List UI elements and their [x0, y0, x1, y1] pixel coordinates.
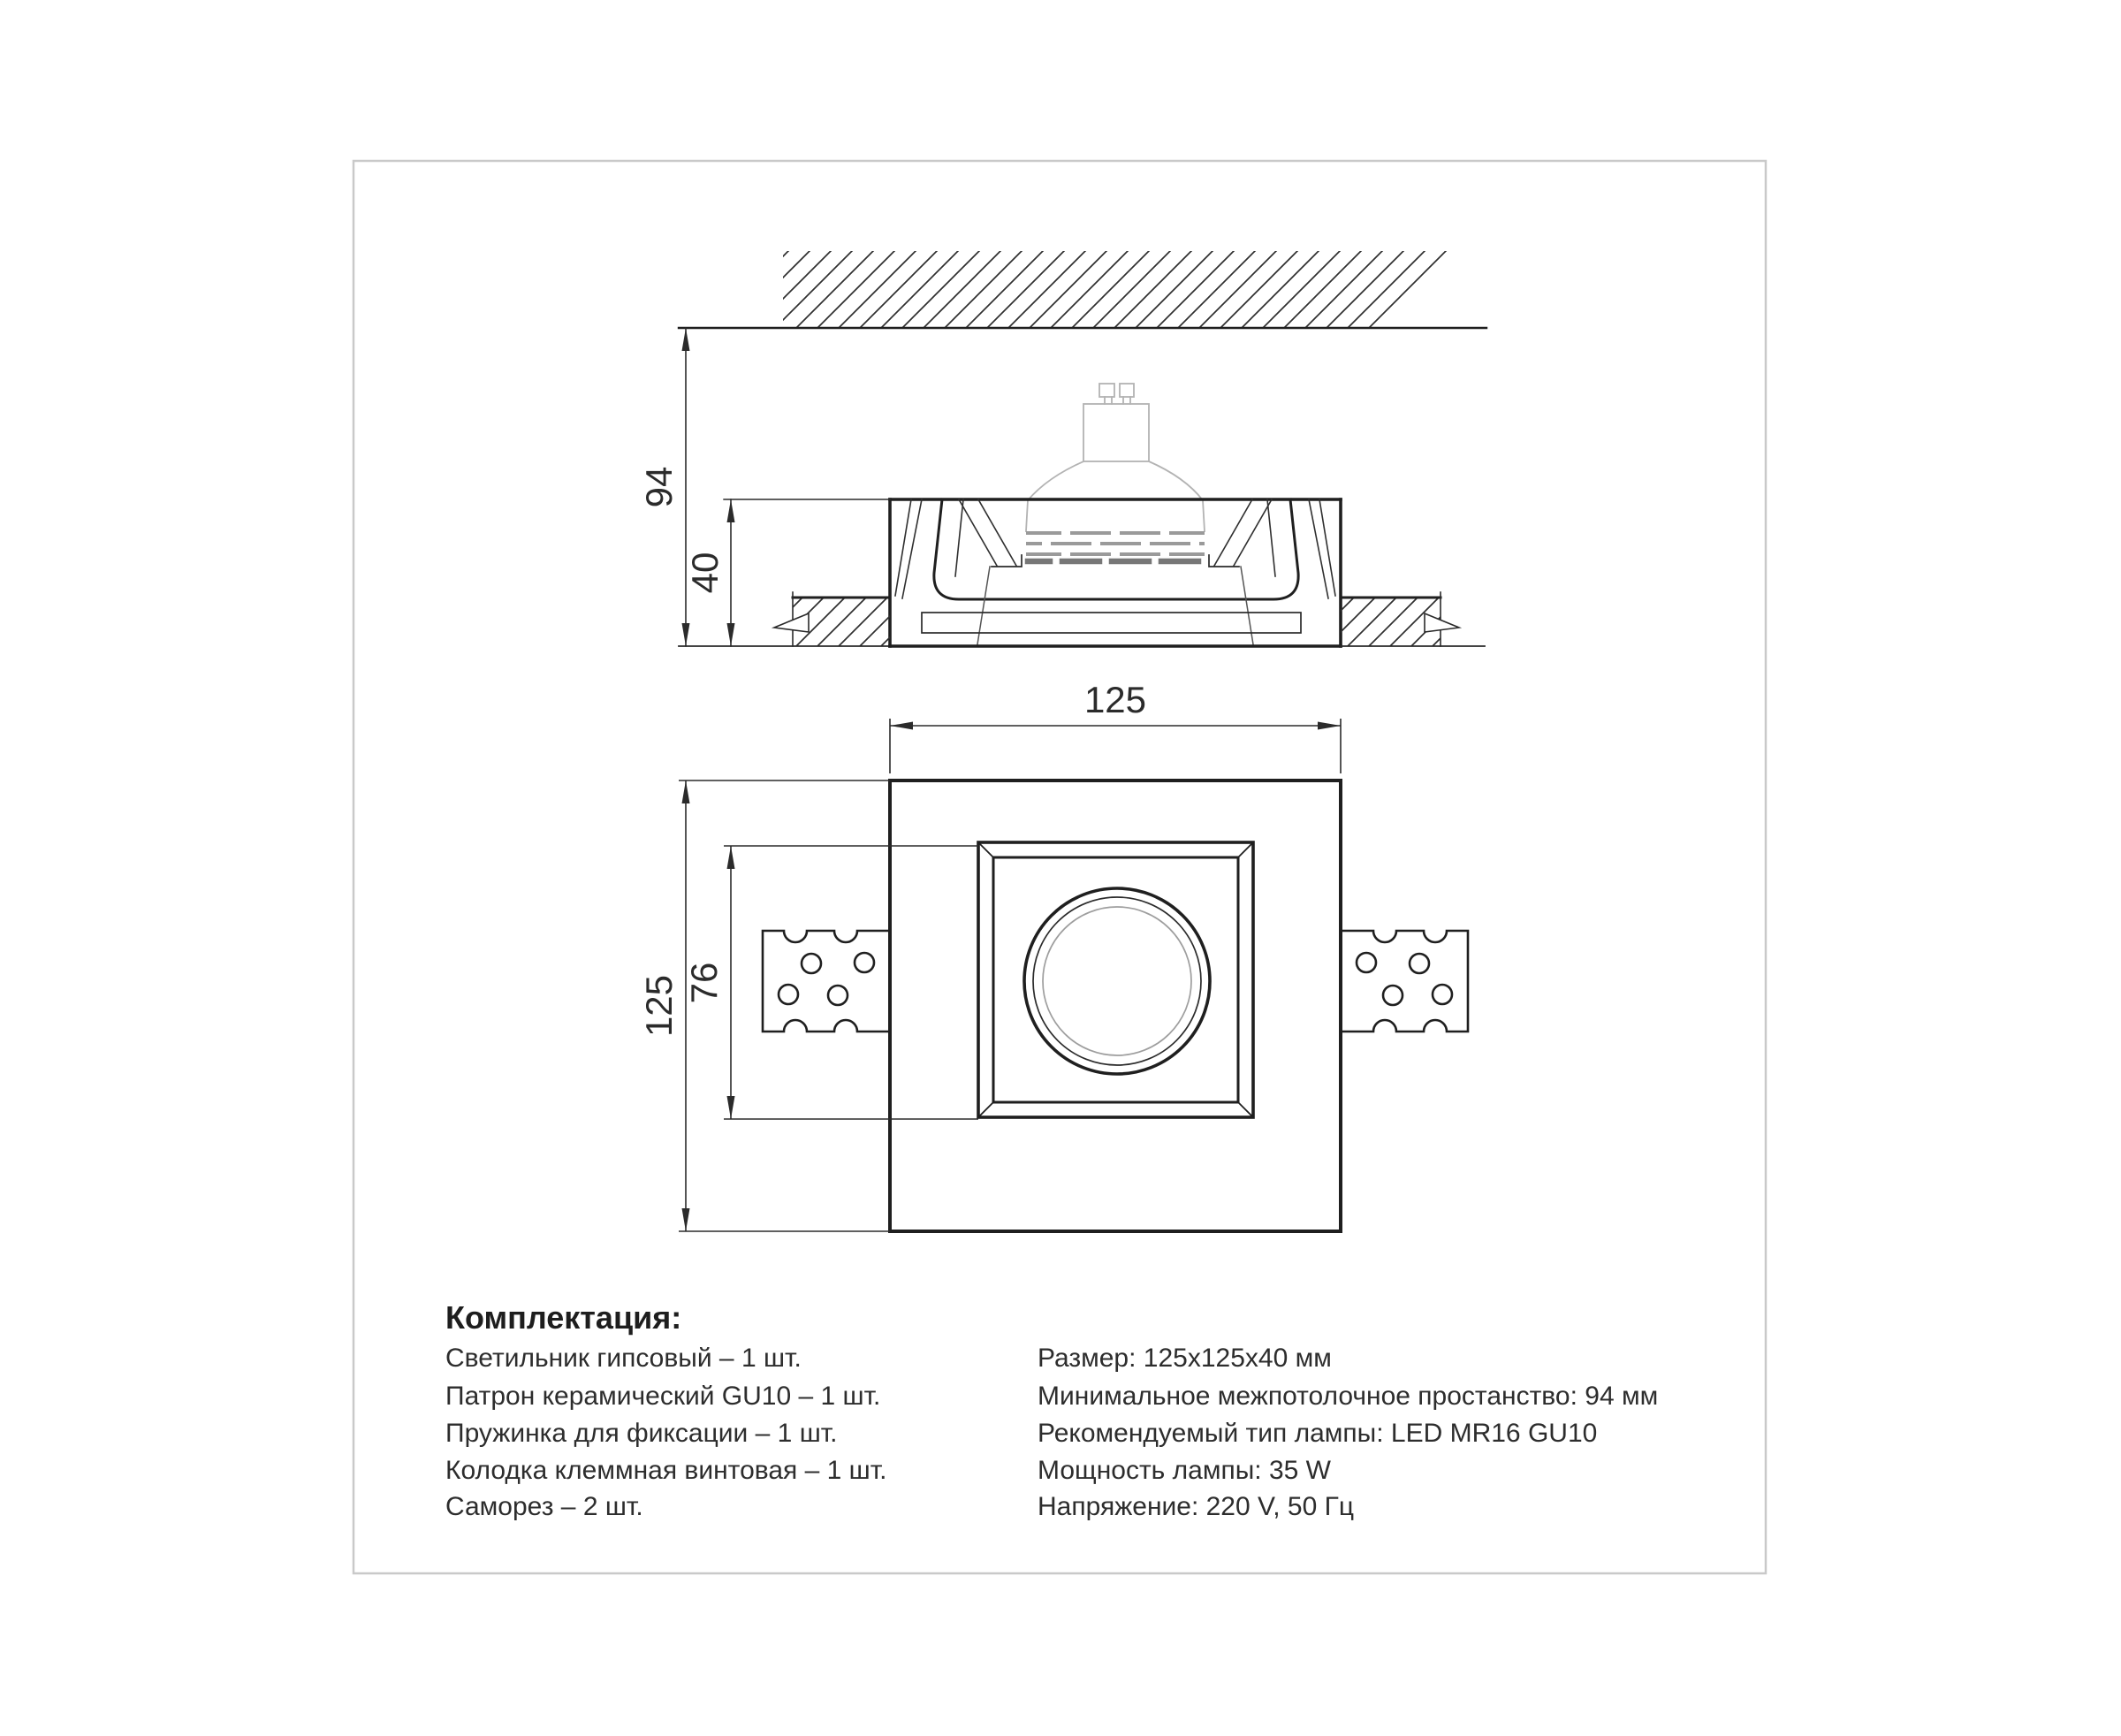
spec-item: Минимальное межпотолочное простанство: 94 мм	[1038, 1382, 1659, 1411]
spec-item: Размер: 125х125х40 мм	[1038, 1344, 1332, 1373]
spec-item: Напряжение: 220 V, 50 Гц	[1038, 1492, 1355, 1521]
kit-item: Саморез – 2 шт.	[445, 1492, 643, 1521]
dim-40-label: 40	[684, 552, 726, 594]
spec-item: Мощность лампы: 35 W	[1038, 1456, 1331, 1485]
dim-125-height-label: 125	[638, 974, 680, 1038]
spec-item: Рекомендуемый тип лампы: LED MR16 GU10	[1038, 1419, 1598, 1448]
dim-94-label: 94	[638, 466, 680, 508]
ceiling-slab-hatch	[783, 251, 1454, 328]
dim-76-label: 76	[683, 962, 725, 1004]
kit-item: Пружинка для фиксации – 1 шт.	[445, 1419, 838, 1448]
kit-item: Колодка клеммная винтовая – 1 шт.	[445, 1456, 887, 1485]
kit-title: Комплектация:	[445, 1299, 682, 1336]
kit-item: Патрон керамический GU10 – 1 шт.	[445, 1382, 881, 1411]
fixture-face	[890, 780, 1341, 1231]
ceiling-slab	[679, 251, 1486, 328]
kit-item: Светильник гипсовый – 1 шт.	[445, 1344, 802, 1373]
dim-125-width-label: 125	[1083, 679, 1147, 720]
